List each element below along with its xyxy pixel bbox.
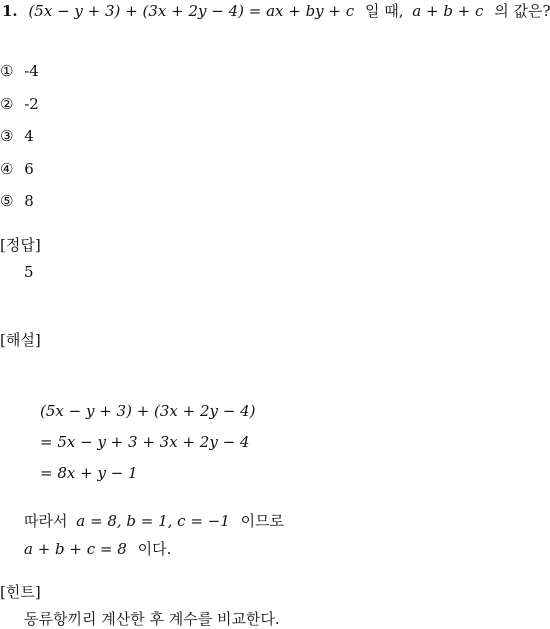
question-number: 1. <box>2 2 18 20</box>
solution-conclusion <box>24 510 284 531</box>
solution-final <box>24 538 171 559</box>
choice-3 <box>0 127 34 145</box>
choice-marker: ① <box>0 62 14 80</box>
answer-label: [정답] <box>0 236 41 254</box>
question-line <box>2 0 550 21</box>
hint-label: [힌트] <box>0 583 41 601</box>
choice-value: 6 <box>24 160 34 178</box>
question-expression: (5x − y + 3) + (3x + 2y − 4) = ax + by + c <box>28 2 355 20</box>
answer-value: 5 <box>24 263 34 281</box>
choice-value: 8 <box>24 192 34 210</box>
choice-marker: ② <box>0 95 14 113</box>
choice-1 <box>0 62 39 80</box>
choice-4 <box>0 160 34 178</box>
choice-marker: ③ <box>0 127 14 145</box>
final-math: a + b + c = 8 <box>24 540 127 558</box>
solution-label: [해설] <box>0 331 41 349</box>
solution-line-3: = 8x + y − 1 <box>40 464 138 482</box>
question-expression-target: a + b + c <box>412 2 484 20</box>
conclusion-suffix: 이므로 <box>240 512 285 530</box>
choice-value: -4 <box>24 62 39 80</box>
question-text-end: 의 값은? <box>494 2 550 20</box>
choice-value: -2 <box>24 95 39 113</box>
choice-marker: ⑤ <box>0 192 14 210</box>
hint-text: 동류항끼리 계산한 후 계수를 비교한다. <box>24 610 280 628</box>
question-text-mid: 일 때, <box>364 2 404 20</box>
choice-5 <box>0 192 34 210</box>
solution-line-1: (5x − y + 3) + (3x + 2y − 4) <box>40 402 256 420</box>
choice-2 <box>0 95 39 113</box>
conclusion-prefix: 따라서 <box>24 512 68 530</box>
choice-value: 4 <box>24 127 34 145</box>
choice-marker: ④ <box>0 160 14 178</box>
conclusion-math: a = 8, b = 1, c = −1 <box>76 512 230 530</box>
final-suffix: 이다. <box>137 540 172 558</box>
solution-line-2: = 5x − y + 3 + 3x + 2y − 4 <box>40 433 250 451</box>
